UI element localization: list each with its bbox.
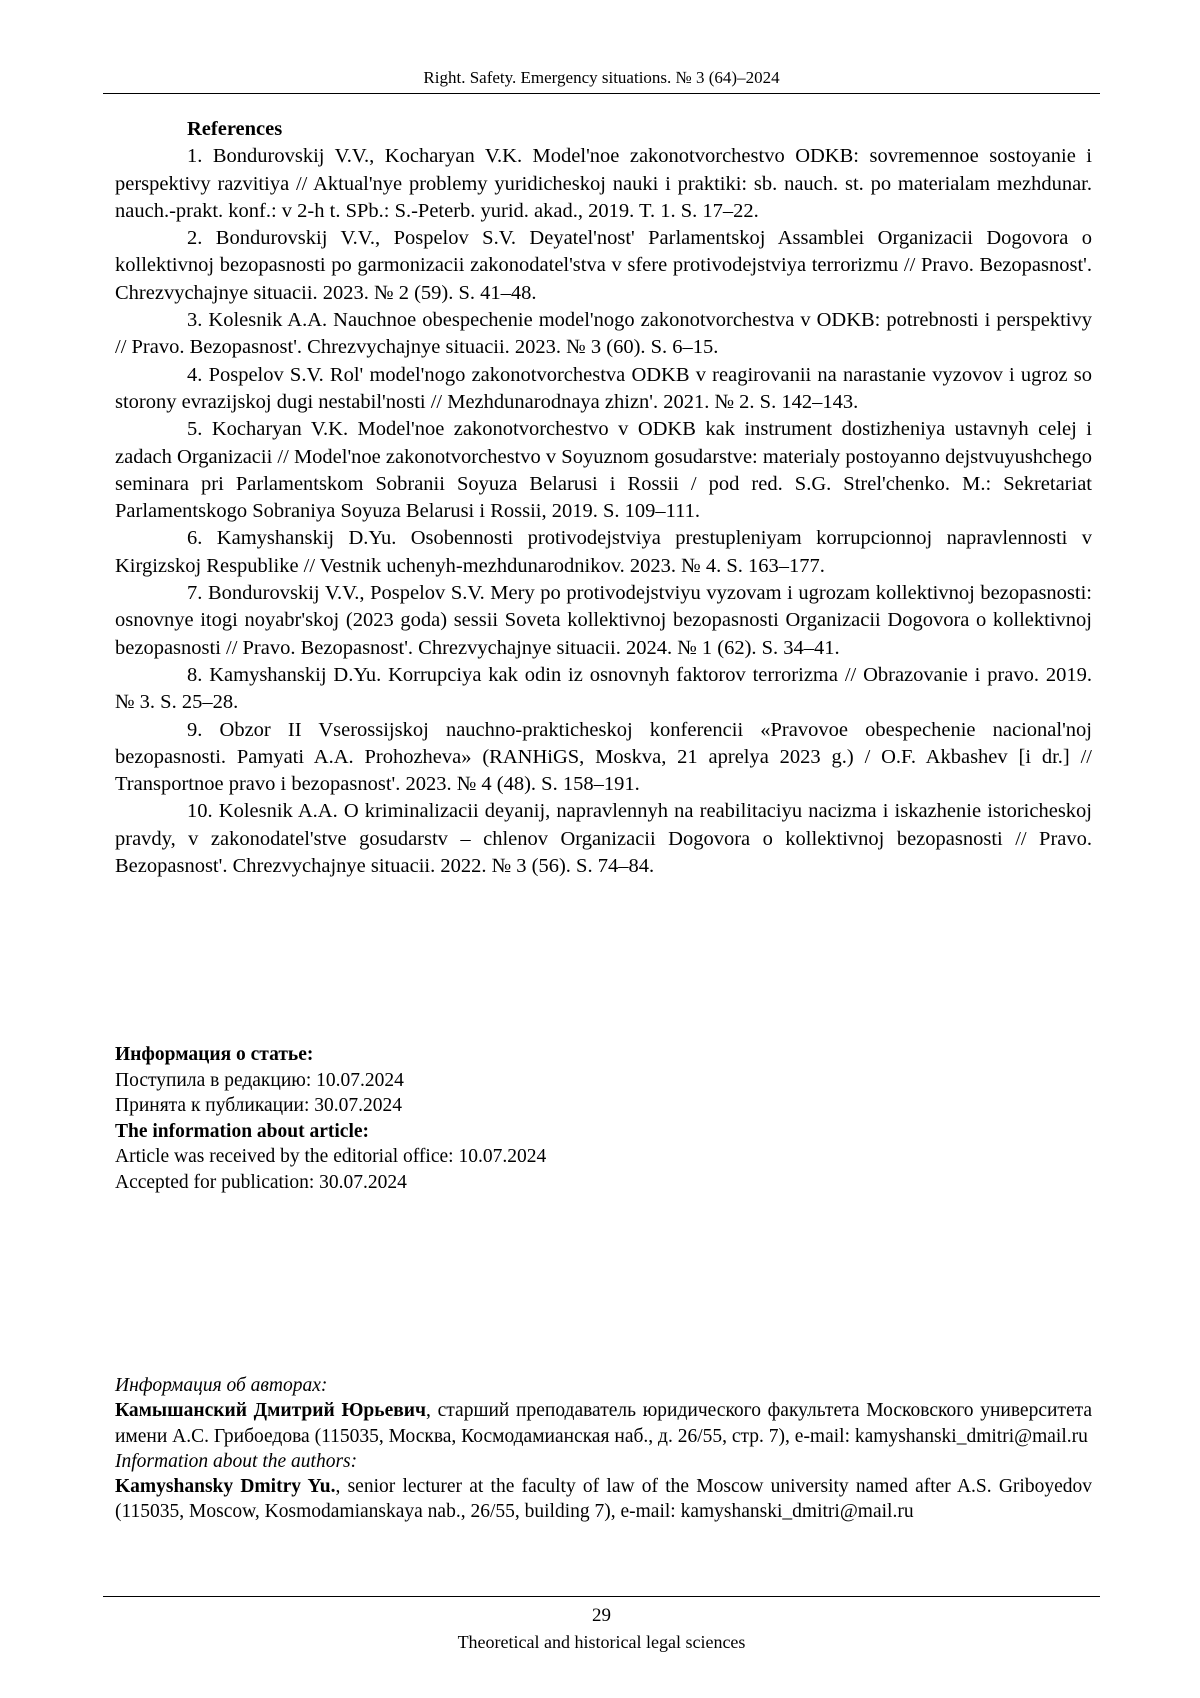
reference-item: 4. Pospelov S.V. Rol' model'nogo zakonotvorchestva ODKB v reagirovanii na narastanie vyzovov i ugroz so storony evrazijskoj dugi nestabil'nosti // Mezhdunarodnaya zhizn'. 2021. № 2. S. 142–143. bbox=[115, 363, 1092, 413]
reference-item: 6. Kamyshanskij D.Yu. Osobennosti protivodejstviya prestupleniyam korrupcionnoj napravlennosti v Kirgizskoj Respublike // Vestnik uchenyh-mezhdunarodnikov. 2023. № 4. S. 163–177. bbox=[115, 527, 1092, 577]
authors-info bbox=[115, 1373, 1092, 1525]
article-accepted-ru: Принята к публикации: 30.07.2024 bbox=[115, 1095, 403, 1116]
reference-item: 3. Kolesnik A.A. Nauchnoe obespechenie model'nogo zakonotvorchestva v ODKB: potrebnosti i perspektivy // Pravo. Bezopasnost'. Chrezvychajnye situacii. 2023. № 3 (60). S. 6–15. bbox=[115, 309, 1092, 359]
article-info-en-title: The information about article: bbox=[115, 1120, 370, 1142]
author-en-entry bbox=[115, 1474, 1092, 1525]
article-received-ru: Поступила в редакцию: 10.07.2024 bbox=[115, 1069, 404, 1091]
reference-item: 5. Kocharyan V.K. Model'noe zakonotvorchestvo v ODKB kak instrument dostizheniya ustavnyh celej i zadach Organizacii // Model'noe zakonotvorchestvo v Soyuznom gosudarstve: materialy postoyanno dejstvuyushchego seminara pri Parlamentskom Sobranii Soyuza Belarusi i Rossii / pod red. S.G. Strel'chenko. M.: Sekretariat Parlamentskogo Sobraniya Soyuza Belarusi i Rossii, 2019. S. 109–111. bbox=[115, 418, 1092, 523]
authors-ru-title: Информация об авторах: bbox=[115, 1375, 328, 1396]
article-accepted-en: Accepted for publication: 30.07.2024 bbox=[115, 1171, 407, 1193]
article-info-ru-title: Информация о статье: bbox=[115, 1044, 314, 1065]
reference-item: 8. Kamyshanskij D.Yu. Korrupciya kak odin iz osnovnyh faktorov terrorizma // Obrazovanie i pravo. 2019. № 3. S. 25–28. bbox=[115, 663, 1092, 714]
author-ru-details: , старший преподаватель юридического факультета Московского университета имени А.С. Грибоедова (115035, Москва, Космодамианская наб., д. 26/55, стр. 7), e-mail: kamyshanski_dmitri@mail.ru bbox=[115, 1400, 1093, 1447]
reference-item: 1. Bondurovskij V.V., Kocharyan V.K. Model'noe zakonotvorchestvo ODKB: sovremennoe sostoyanie i perspektivy razvitiya // Aktual'nye problemy yuridicheskoj nauki i praktiki: sb. nauch. st. po materialam mezhdunar. nauch.-prakt. konf.: v 2-h t. SPb.: S.-Peterb. yurid. akad., 2019. T. 1. S. 17–22. bbox=[115, 145, 1092, 222]
header-rule bbox=[103, 93, 1100, 94]
reference-item: 9. Obzor II Vserossijskoj nauchno-prakticheskoj konferencii «Pravovoe obespechenie nacional'noj bezopasnosti. Pamyati A.A. Prohozheva» (RANHiGS, Moskva, 21 aprelya 2023 g.) / O.F. Akbashev [i dr.] // Transportnoe pravo i bezopasnost'. 2023. № 4 (48). S. 158–191. bbox=[115, 718, 1092, 796]
references-section bbox=[115, 116, 1092, 880]
author-en-details: , senior lecturer at the faculty of law of the Moscow university named after A.S. Griboyedov (115035, Moscow, Kosmodamianskaya nab., 26/55, building 7), e-mail: kamyshanski_dmitri@mail.ru bbox=[115, 1476, 1092, 1523]
references-title: References bbox=[187, 118, 283, 140]
running-header: Right. Safety. Emergency situations. № 3 (64)–2024 bbox=[423, 68, 780, 87]
footer-rule bbox=[103, 1596, 1100, 1597]
article-received-en: Article was received by the editorial office: 10.07.2024 bbox=[115, 1146, 547, 1167]
author-ru-name: Камышанский Дмитрий Юрьевич bbox=[115, 1400, 427, 1422]
running-footer: Theoretical and historical legal sciences bbox=[457, 1632, 746, 1652]
reference-item: 7. Bondurovskij V.V., Pospelov S.V. Mery po protivodejstviyu vyzovam i ugrozam kollektivnoj bezopasnosti: osnovnye itogi noyabr'skoj (2023 goda) sessii Soveta kollektivnoj bezopasnosti Organizacii Dogovora o kollektivnoj bezopasnosti // Pravo. Bezopasnost'. Chrezvychajnye situacii. 2024. № 1 (62). S. 34–41. bbox=[115, 582, 1092, 659]
author-en-name: Kamyshansky Dmitry Yu. bbox=[115, 1476, 336, 1498]
author-ru-entry bbox=[115, 1398, 1092, 1449]
reference-item: 10. Kolesnik A.A. O kriminalizacii deyanij, napravlennyh na reabilitaciyu nacizma i iskazhenie istoricheskoj pravdy, v zakonodatel'stve gosudarstv – chlenov Organizacii Dogovora o kollektivnoj bezopasnosti // Pravo. Bezopasnost'. Chrezvychajnye situacii. 2022. № 3 (56). S. 74–84. bbox=[115, 800, 1092, 878]
reference-item: 2. Bondurovskij V.V., Pospelov S.V. Deyatel'nost' Parlamentskoj Assamblei Organizacii Dogovora o kollektivnoj bezopasnosti po garmonizacii zakonodatel'stva v sfere protivodejstviya terrorizmu // Pravo. Bezopasnost'. Chrezvychajnye situacii. 2023. № 2 (59). S. 41–48. bbox=[115, 227, 1092, 304]
article-info bbox=[115, 1042, 1092, 1195]
page-number: 29 bbox=[592, 1605, 611, 1626]
authors-en-title: Information about the authors: bbox=[115, 1450, 358, 1472]
